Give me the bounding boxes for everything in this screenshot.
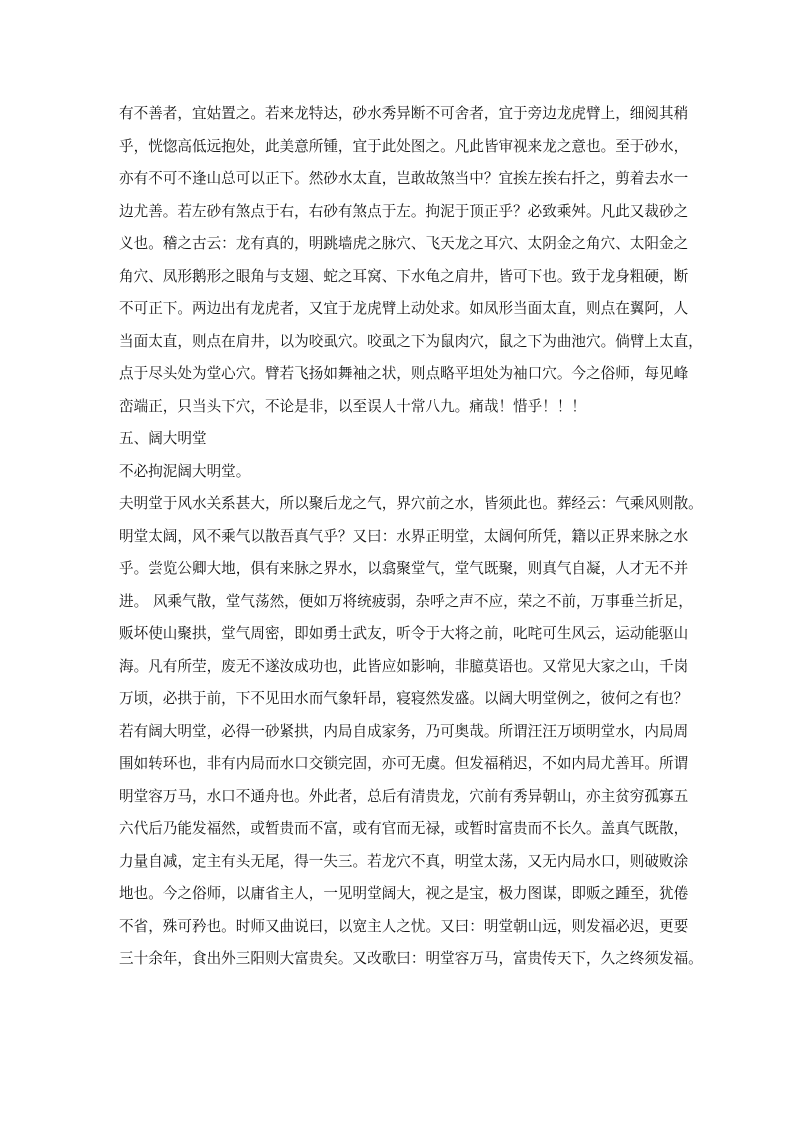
text-line: 夫明堂于风水关系甚大，所以聚后龙之气，界穴前之水，皆须此也。葬经云：气乘风则散。 (119, 495, 703, 512)
text-line: 边尤善。若左砂有煞点于右，右砂有煞点于左。拘泥于顶正乎？必致乘舛。凡此又裁砂之 (119, 203, 689, 220)
text-line: 万顷，必拱于前，下不见田水而气象轩昂，寝寝然发盛。以阔大明堂例之，彼何之有也？ (119, 690, 689, 707)
text-line: 乎。尝览公卿大地，俱有来脉之界水，以翕聚堂气，堂气既聚，则真气自凝，人才无不并 (119, 560, 689, 577)
text-line: 当面太直，则点在肩井，以为咬虱穴。咬虱之下为鼠肉穴，鼠之下为曲池穴。倘臂上太直， (119, 333, 703, 350)
text-line: 乎，恍惚高低远抱处，此美意所锺，宜于此处图之。凡此皆审视来龙之意也。至于砂水， (119, 138, 689, 155)
text-line: 角穴、凤形鹅形之眼角与支翅、蛇之耳窝、下水龟之肩井，皆可下也。致于龙身粗硬，断 (119, 268, 689, 285)
text-line: 不必拘泥阔大明堂。 (119, 463, 251, 480)
text-line: 进。 风乘气散，堂气荡然，便如万将统疲弱，杂呼之声不应，荣之不前，万事垂兰折足， (119, 593, 693, 610)
text-line: 围如转环也，非有内局而水口交锁完固，亦可无虞。但发福稍迟，不如内局尤善耳。所谓 (119, 755, 689, 772)
text-line: 义也。稽之古云：龙有真的，明跳墙虎之脉穴、飞天龙之耳穴、太阴金之角穴、太阳金之 (119, 235, 689, 252)
text-line: 有不善者，宜姑置之。若来龙特达，砂水秀异断不可舍者，宜于旁边龙虎臂上，细阅其稍 (119, 105, 689, 122)
text-line: 明堂容万马，水口不通舟也。外此者，总后有清贵龙，穴前有秀异朝山，亦主贫穷孤寡五 (119, 788, 689, 805)
text-line: 六代后乃能发福然，或暂贵而不富，或有官而无禄，或暂时富贵而不长久。盖真气既散， (119, 820, 689, 837)
text-line: 若有阔大明堂，必得一砂紧拱，内局自成家务，乃可奥哉。所谓汪汪万顷明堂水，内局周 (119, 723, 689, 740)
text-line: 不省，殊可矜也。时师又曲说曰，以宽主人之忧。又曰：明堂朝山远，则发福必迟，更要 (119, 918, 689, 935)
text-line: 三十余年，食出外三阳则大富贵矣。又改歌曰：明堂容万马，富贵传天下，久之终须发福。 (119, 950, 703, 967)
text-line: 力量自减，定主有头无尾，得一失三。若龙穴不真，明堂太荡，又无内局水口，则破败涂 (119, 853, 689, 870)
text-line: 不可正下。两边出有龙虎者，又宜于龙虎臂上动处求。如凤形当面太直，则点在翼阿，人 (119, 300, 689, 317)
text-line: 海。凡有所茔，废无不遂汝成功也，此皆应如影响，非臆莫语也。又常见大家之山，千岗 (119, 658, 689, 675)
text-line: 亦有不可不逢山总可以正下。然砂水太直，岂敢故煞当中？宜挨左挨右扦之，剪着去水一 (119, 170, 689, 187)
text-line: 峦端正，只当头下穴，不论是非，以至误人十常八九。痛哉！惜乎！！！ (119, 398, 587, 415)
section-heading: 五、阔大明堂 (119, 430, 207, 447)
text-line: 贩坏使山聚拱，堂气周密，即如勇士武友，听令于大将之前，叱咤可生风云，运动能驱山 (119, 625, 689, 642)
text-line: 点于尽头处为堂心穴。臂若飞扬如舞袖之状，则点略平坦处为袖口穴。今之俗师，每见峰 (119, 365, 689, 382)
text-line: 明堂太阔，风不乘气以散吾真气乎？又曰：水界正明堂，太阔何所凭，籍以正界来脉之水 (119, 528, 689, 545)
text-line: 地也。今之俗师，以庸省主人，一见明堂阔大，视之是宝，极力图谋，即贩之踵至，犹倦 (119, 885, 689, 902)
